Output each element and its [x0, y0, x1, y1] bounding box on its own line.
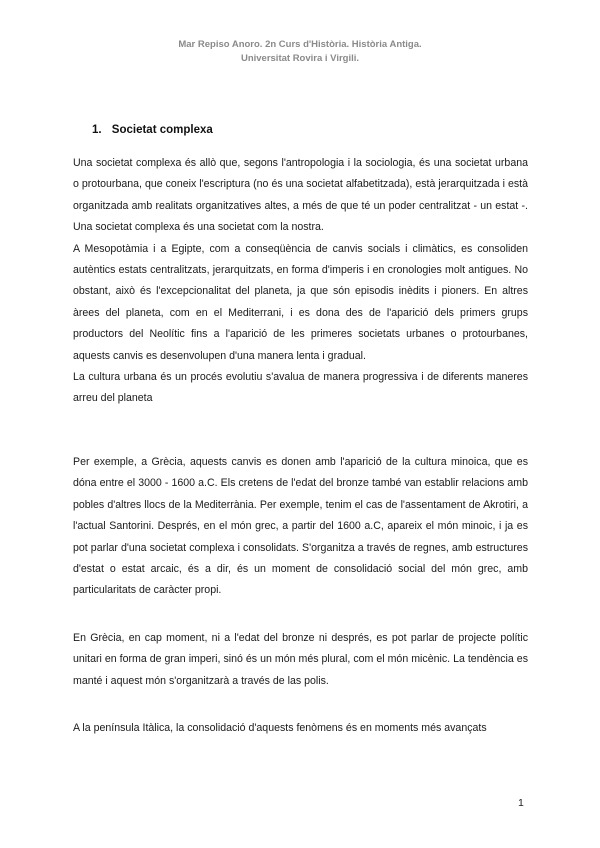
- paragraph-2: A Mesopotàmia i a Egipte, com a conseqüència de canvis socials i climàtics, es consoliden autèntics estats centralitzats, jerarquitzats, en forma d'imperis i en cronologies molt antigues. No obstant, això és l'excepcionalitat del planeta, ja que són episodis inèdits i pioners. En altres àrees del planeta, com en el Mediterrani, i es dona des de l'aparició dels primers grups productors del Neolític fins a l'aparició de les primeres societats urbanes o protourbanes, aquests canvis es desenvolupen d'una manera lenta i gradual.: [73, 242, 528, 362]
- text-block-1: [73, 153, 528, 410]
- paragraph-3: La cultura urbana és un procés evolutiu s'avalua de manera progressiva i de diferents maneres arreu del planeta: [73, 371, 528, 405]
- header-university: Universitat Rovira i Virgili.: [240, 53, 360, 64]
- text-block-2: [73, 452, 528, 602]
- section-heading: [92, 124, 213, 136]
- page-header: [0, 38, 600, 66]
- paragraph-5: En Grècia, en cap moment, ni a l'edat del bronze ni després, es pot parlar de projecte polític unitari en forma de gran imperi, sinó és un món més plural, com el món micènic. La tendència es manté i aquest món s'organitzarà a través de las polis.: [73, 632, 528, 687]
- paragraph-4: Per exemple, a Grècia, aquests canvis es donen amb l'aparició de la cultura minoica, que es dóna entre el 3000 - 1600 a.C. Els cretens de l'edat del bronze també van establir relacions amb pobles d'altres llocs de la Mediterrània. Per exemple, tenim el cas de l'assentament de Akrotiri, a l'actual Santorini. Després, en el món grec, a partir del 1600 a.C, apareix el món minoic, i ja es pot parlar d'una societat complexa i consolidats. S'organitza a través de regnes, amb estructures d'estat o estat arcaic, és a dir, és un moment de consolidació social del món grec, amb particularitats de caràcter propi.: [73, 456, 528, 597]
- paragraph-6: A la península Itàlica, la consolidació d'aquests fenòmens és en moments més avançats: [73, 722, 487, 734]
- page-number: 1: [518, 797, 524, 809]
- section-title: Societat complexa: [111, 124, 213, 136]
- header-author-course: Mar Repiso Anoro. 2n Curs d'Història. Història Antiga.: [178, 39, 422, 50]
- section-number: 1.: [92, 124, 102, 136]
- text-block-4: [73, 718, 528, 739]
- paragraph-1: Una societat complexa és allò que, segons l'antropologia i la sociologia, és una societat urbana o protourbana, que coneix l'escriptura (no és una societat alfabetitzada), està jerarquitzada i està organitzada amb realitats organitzatives altes, a més de que té un poder centralitzat - un estat -. Una societat complexa és una societat com la nostra.: [73, 157, 528, 234]
- text-block-3: [73, 628, 528, 692]
